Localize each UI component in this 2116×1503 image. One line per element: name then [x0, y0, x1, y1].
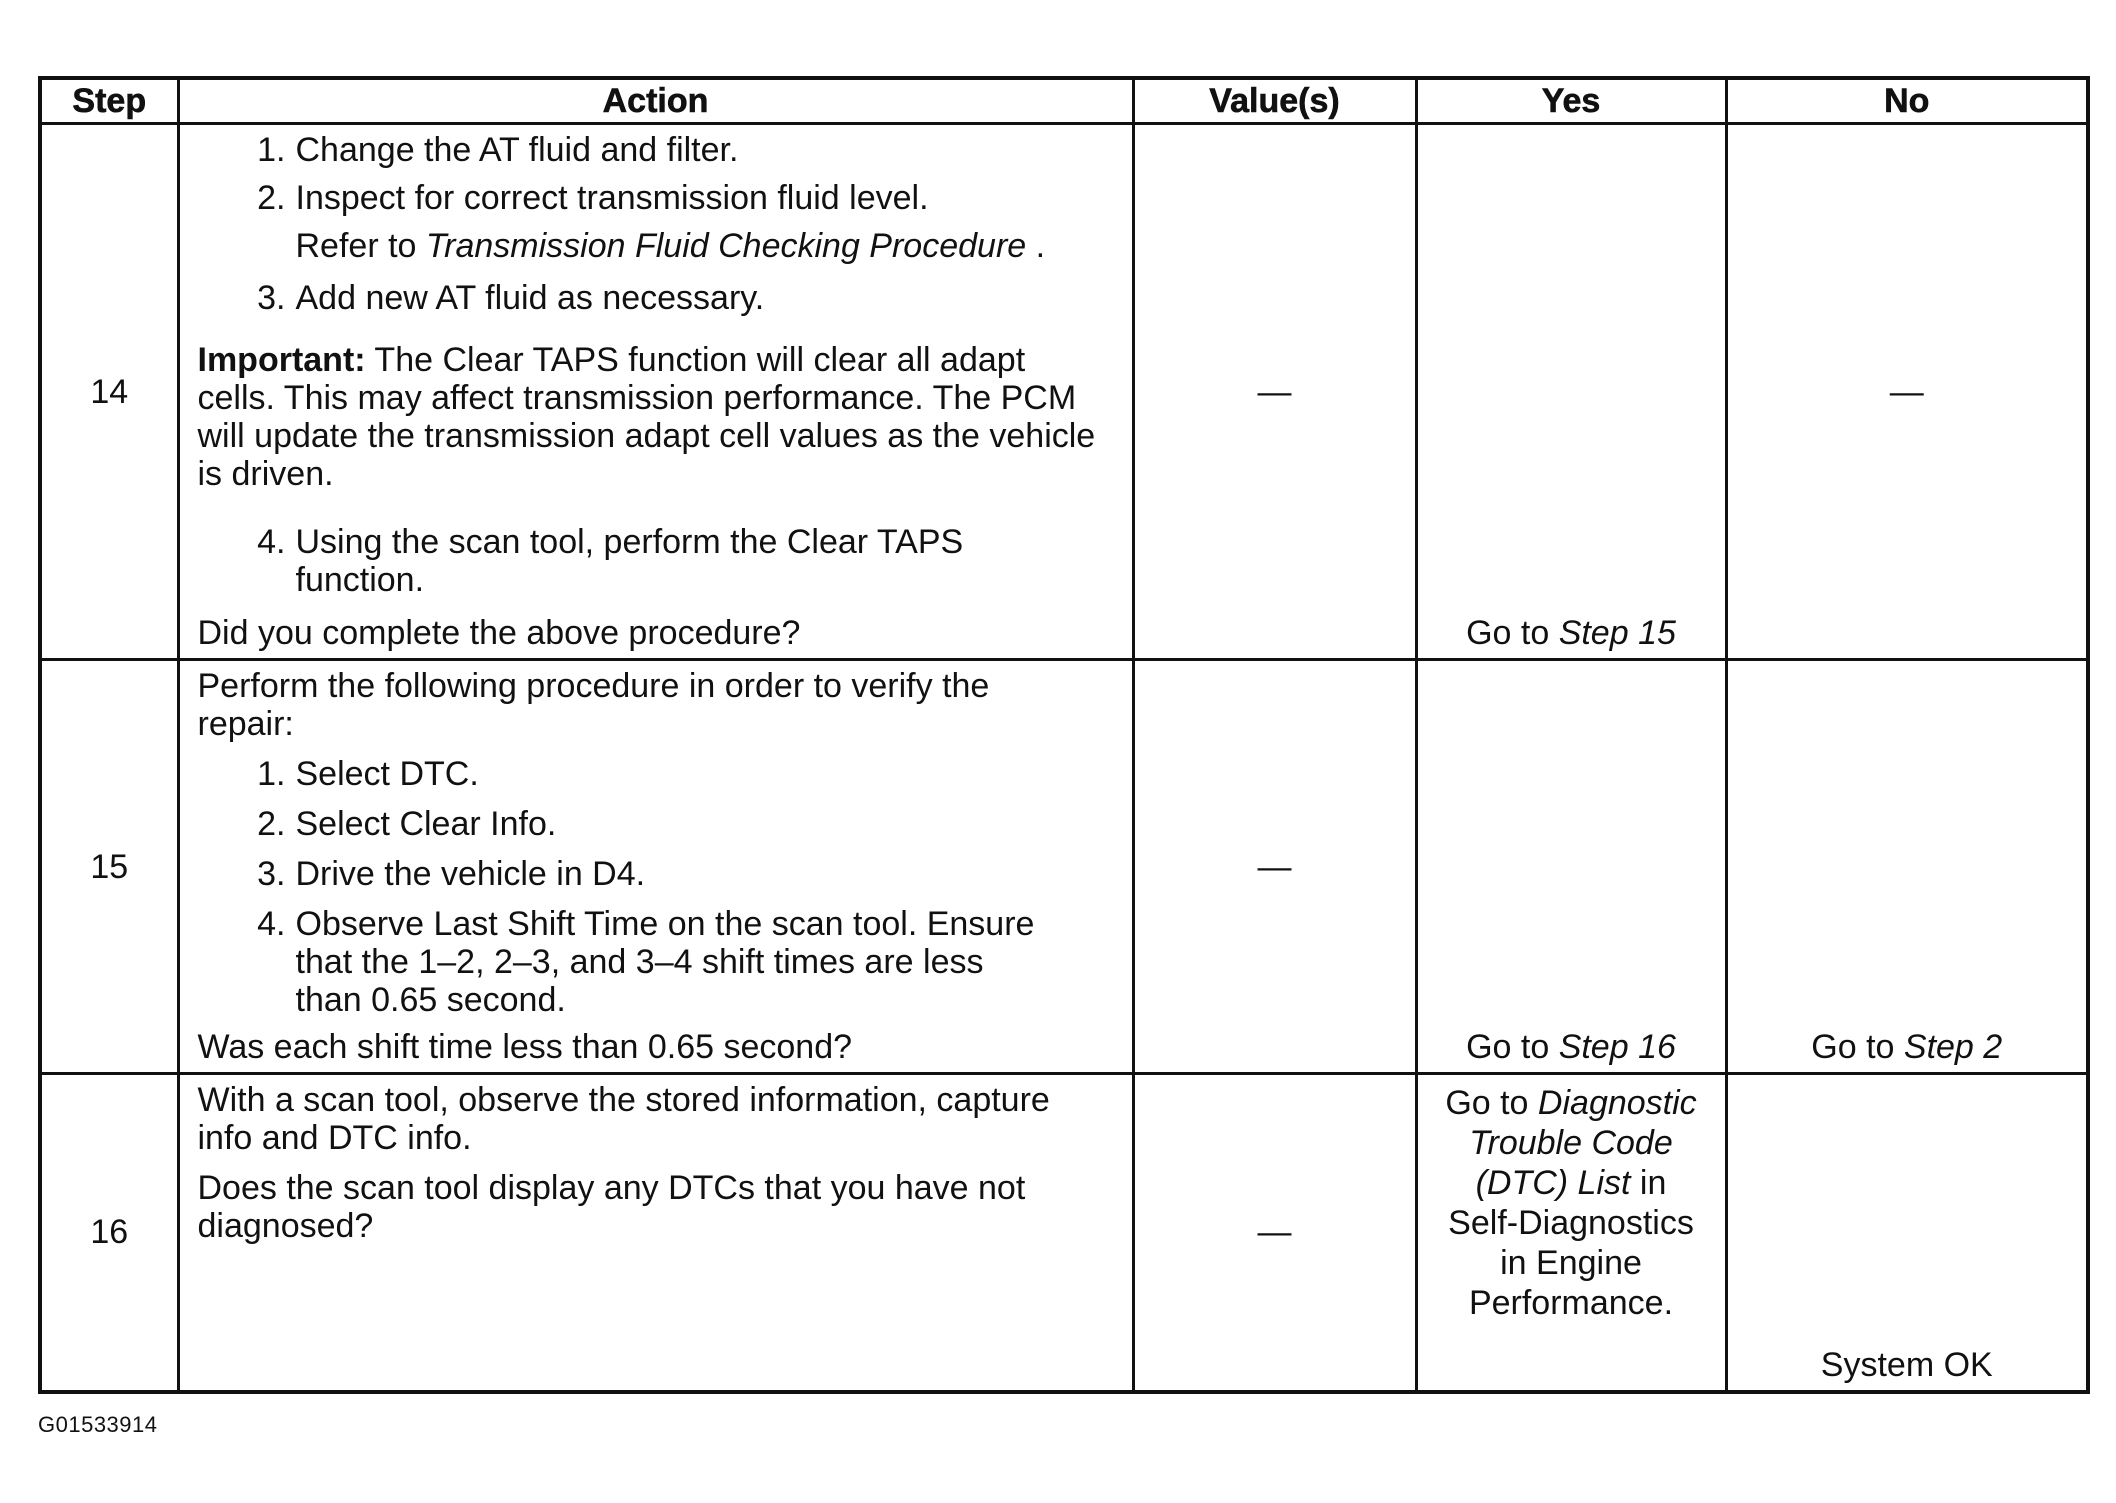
action-cell: [178, 1074, 1133, 1392]
intro-text: Perform the following procedure in order to verify the repair:: [197, 667, 990, 743]
figure-id: G01533914: [38, 1412, 158, 1437]
important-note: Important: The Clear TAPS function will clear all adapt cells. This may affect transmission performance. The PCM will update the transmission adapt cell values as the vehicle is driven.: [197, 341, 1096, 493]
header-values: Value(s): [1133, 78, 1416, 124]
header-row: [40, 78, 2088, 124]
list-item: 1. Change the AT fluid and filter.: [257, 131, 739, 169]
goto-step-2-link[interactable]: Step 2: [1903, 1028, 2003, 1066]
no-cell: Go to Step 2: [1726, 660, 2088, 1074]
header-no: No: [1726, 78, 2088, 124]
dtc-list-link[interactable]: Diagnostic Trouble Code (DTC) List: [1469, 1084, 1697, 1202]
no-cell: —: [1726, 124, 2088, 660]
action-cell: [178, 660, 1133, 1074]
action-cell: [178, 124, 1133, 660]
value-cell: —: [1133, 1074, 1416, 1392]
system-ok-text: System OK: [1820, 1345, 1993, 1384]
goto-step-16-link[interactable]: Step 16: [1558, 1028, 1676, 1066]
yes-cell: Go to Step 16: [1416, 660, 1726, 1074]
table-row-step-15: [40, 660, 2088, 1074]
list-item: 2. Inspect for correct transmission fluid level.: [257, 179, 929, 217]
procedure-link[interactable]: Transmission Fluid Checking Procedure: [425, 227, 1027, 265]
question: Did you complete the above procedure?: [197, 614, 801, 652]
question: Was each shift time less than 0.65 second?: [197, 1028, 853, 1066]
header-action: Action: [178, 78, 1133, 124]
value-cell: —: [1133, 124, 1416, 660]
refer-line: Refer to Transmission Fluid Checking Procedure .: [295, 227, 1046, 265]
yes-cell: Go to Diagnostic Trouble Code (DTC) List in Self-Diagnostics in Engine Performance.: [1416, 1074, 1726, 1392]
value-cell: —: [1133, 660, 1416, 1074]
goto-step-15-link[interactable]: Step 15: [1558, 614, 1676, 652]
yes-cell: Go to Step 15: [1416, 124, 1726, 660]
header-yes: Yes: [1416, 78, 1726, 124]
list-item: 4. Observe Last Shift Time on the scan tool. Ensure that the 1–2, 2–3, and 3–4 shift times are less than 0.65 second.: [257, 905, 1035, 1019]
table-row-step-14: [40, 124, 2088, 660]
list-item: 1. Select DTC.: [257, 755, 479, 793]
diagnostic-table: [38, 76, 2090, 1394]
list-item: 4. Using the scan tool, perform the Clear TAPS function.: [257, 523, 964, 599]
step-number: 14: [40, 124, 178, 660]
observe-text: With a scan tool, observe the stored information, capture info and DTC info.: [197, 1081, 1050, 1157]
no-cell: [1726, 1074, 2088, 1392]
header-step: Step: [40, 78, 178, 124]
list-item: 2. Select Clear Info.: [257, 805, 557, 843]
list-item: 3. Drive the vehicle in D4.: [257, 855, 646, 893]
step-number: 16: [40, 1074, 178, 1392]
question: Does the scan tool display any DTCs that you have not diagnosed?: [197, 1169, 1026, 1245]
table-row-step-16: [40, 1074, 2088, 1392]
step-number: 15: [40, 660, 178, 1074]
list-item: 3. Add new AT fluid as necessary.: [257, 279, 765, 317]
